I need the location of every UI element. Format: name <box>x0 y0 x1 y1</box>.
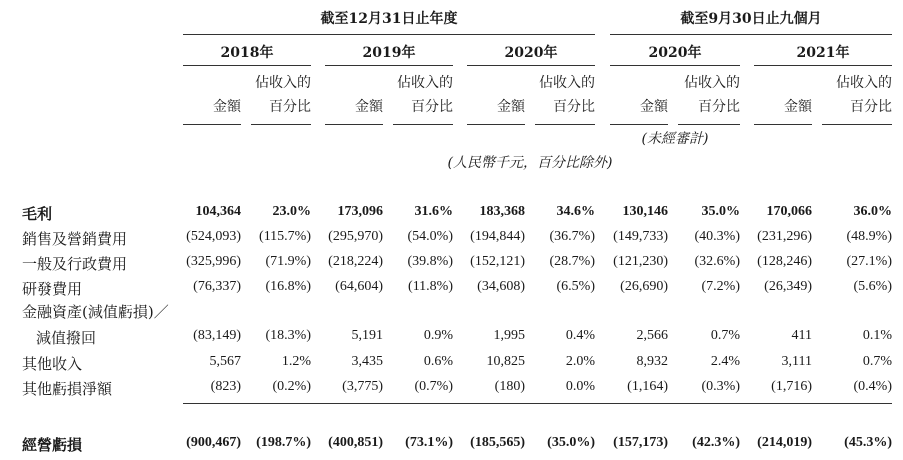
percent-cell: 0.1% <box>862 328 892 343</box>
sub-rule <box>251 124 311 125</box>
amount-header: 金額 <box>355 99 383 115</box>
amount-cell: 10,825 <box>486 354 525 369</box>
amount-cell: 183,368 <box>479 204 525 219</box>
sub-rule <box>467 124 525 125</box>
pct-header-line1: 佔收入的 <box>397 75 453 91</box>
percent-cell: (39.8%) <box>407 254 453 269</box>
percent-cell: 0.0% <box>565 379 595 394</box>
pct-header-line2: 百分比 <box>698 99 740 115</box>
percent-cell: (18.3%) <box>265 328 311 343</box>
year-rule-2021 <box>754 65 892 66</box>
amount-cell: (76,337) <box>193 279 241 294</box>
percent-cell: 0.7% <box>862 354 892 369</box>
percent-cell: (0.7%) <box>414 379 453 394</box>
amount-header: 金額 <box>784 99 812 115</box>
unit-note: (人民幣千元，百分比除外) <box>447 155 613 171</box>
row-label: 其他收入 <box>22 355 83 373</box>
percent-cell: (5.6%) <box>853 279 892 294</box>
amount-cell: 170,066 <box>766 204 812 219</box>
unaudited-note: (未經審計) <box>641 131 709 147</box>
year-rule-2018 <box>183 65 311 66</box>
sub-rule <box>822 124 892 125</box>
header-nine-month-group: 截至9月30日止九個月 <box>680 11 822 27</box>
amount-header: 金額 <box>213 99 241 115</box>
amount-cell: 2,566 <box>636 328 668 343</box>
pct-header-line1: 佔收入的 <box>539 75 595 91</box>
percent-cell: (115.7%) <box>259 229 311 244</box>
amount-cell: (157,173) <box>613 435 668 450</box>
amount-cell: (524,093) <box>186 229 241 244</box>
amount-header: 金額 <box>640 99 668 115</box>
amount-cell: (325,996) <box>186 254 241 269</box>
sub-rule <box>393 124 453 125</box>
amount-cell: (1,164) <box>627 379 668 394</box>
sub-rule <box>678 124 740 125</box>
percent-cell: 31.6% <box>414 204 453 219</box>
percent-cell: (16.8%) <box>265 279 311 294</box>
amount-cell: (34,608) <box>477 279 525 294</box>
amount-cell: (180) <box>494 379 525 394</box>
row-label: 其他虧損淨額 <box>22 380 113 398</box>
percent-cell: (0.4%) <box>853 379 892 394</box>
percent-cell: 23.0% <box>272 204 311 219</box>
percent-cell: 2.0% <box>565 354 595 369</box>
amount-cell: (64,604) <box>335 279 383 294</box>
row-label: 金融資產(減值虧損)／ <box>22 303 169 321</box>
amount-cell: 3,435 <box>351 354 383 369</box>
year-rule-2020 <box>467 65 595 66</box>
percent-cell: 36.0% <box>853 204 892 219</box>
year-2019: 2019年 <box>362 45 416 61</box>
amount-cell: 5,567 <box>209 354 241 369</box>
pct-header-line1: 佔收入的 <box>684 75 740 91</box>
row-label: 銷售及營銷費用 <box>22 230 128 248</box>
amount-cell: (214,019) <box>757 435 812 450</box>
amount-cell: (194,844) <box>470 229 525 244</box>
row-label-continued: 減值撥回 <box>36 329 97 347</box>
amount-cell: (128,246) <box>757 254 812 269</box>
percent-cell: (6.5%) <box>556 279 595 294</box>
amount-cell: (83,149) <box>193 328 241 343</box>
pct-header-line1: 佔收入的 <box>836 75 892 91</box>
percent-cell: 2.4% <box>710 354 740 369</box>
percent-cell: (7.2%) <box>701 279 740 294</box>
percent-cell: (0.2%) <box>272 379 311 394</box>
amount-cell: (26,690) <box>620 279 668 294</box>
row-label: 經營虧損 <box>22 436 83 454</box>
percent-cell: (35.0%) <box>547 435 595 450</box>
amount-cell: 5,191 <box>351 328 383 343</box>
percent-cell: (40.3%) <box>694 229 740 244</box>
sub-rule <box>610 124 668 125</box>
amount-cell: (823) <box>210 379 241 394</box>
amount-cell: 104,364 <box>195 204 241 219</box>
percent-cell: (45.3%) <box>844 435 892 450</box>
amount-cell: (900,467) <box>186 435 241 450</box>
amount-cell: (149,733) <box>613 229 668 244</box>
percent-cell: 0.6% <box>423 354 453 369</box>
percent-cell: (73.1%) <box>405 435 453 450</box>
amount-cell: (218,224) <box>328 254 383 269</box>
sub-rule <box>325 124 383 125</box>
year-rule-2019 <box>325 65 453 66</box>
pct-header-line2: 百分比 <box>269 99 311 115</box>
amount-cell: 1,995 <box>493 328 525 343</box>
amount-cell: (152,121) <box>470 254 525 269</box>
row-label: 毛利 <box>22 205 53 223</box>
row-label: 一般及行政費用 <box>22 255 128 273</box>
percent-cell: (48.9%) <box>846 229 892 244</box>
percent-cell: (198.7%) <box>256 435 311 450</box>
percent-cell: 0.9% <box>423 328 453 343</box>
amount-cell: (400,851) <box>328 435 383 450</box>
amount-cell: (295,970) <box>328 229 383 244</box>
pct-header-line2: 百分比 <box>553 99 595 115</box>
group-rule-year <box>183 34 595 35</box>
row-label: 研發費用 <box>22 280 83 298</box>
percent-cell: (0.3%) <box>701 379 740 394</box>
percent-cell: (36.7%) <box>549 229 595 244</box>
total-rule-top <box>183 403 892 404</box>
amount-cell: 8,932 <box>636 354 668 369</box>
amount-cell: (185,565) <box>470 435 525 450</box>
percent-cell: (42.3%) <box>692 435 740 450</box>
percent-cell: (54.0%) <box>407 229 453 244</box>
percent-cell: 0.7% <box>710 328 740 343</box>
percent-cell: (71.9%) <box>265 254 311 269</box>
sub-rule <box>754 124 812 125</box>
amount-cell: (3,775) <box>342 379 383 394</box>
amount-cell: 173,096 <box>337 204 383 219</box>
year-2018: 2018年 <box>220 45 274 61</box>
pct-header-line1: 佔收入的 <box>255 75 311 91</box>
amount-cell: (1,716) <box>771 379 812 394</box>
year-2021-nine: 2021年 <box>796 45 850 61</box>
percent-cell: 34.6% <box>556 204 595 219</box>
amount-cell: 411 <box>791 328 812 343</box>
amount-cell: (121,230) <box>613 254 668 269</box>
year-rule-2020-nine <box>610 65 740 66</box>
pct-header-line2: 百分比 <box>411 99 453 115</box>
percent-cell: (27.1%) <box>846 254 892 269</box>
pct-header-line2: 百分比 <box>850 99 892 115</box>
amount-header: 金額 <box>497 99 525 115</box>
sub-rule <box>535 124 595 125</box>
amount-cell: 130,146 <box>622 204 668 219</box>
amount-cell: 3,111 <box>781 354 812 369</box>
percent-cell: 0.4% <box>565 328 595 343</box>
header-year-group: 截至12月31日止年度 <box>320 11 458 27</box>
amount-cell: (231,296) <box>757 229 812 244</box>
amount-cell: (26,349) <box>764 279 812 294</box>
percent-cell: (32.6%) <box>694 254 740 269</box>
sub-rule <box>183 124 241 125</box>
percent-cell: 1.2% <box>281 354 311 369</box>
group-rule-nine <box>610 34 892 35</box>
percent-cell: (28.7%) <box>549 254 595 269</box>
percent-cell: 35.0% <box>701 204 740 219</box>
year-2020: 2020年 <box>504 45 558 61</box>
percent-cell: (11.8%) <box>408 279 453 294</box>
year-2020-nine: 2020年 <box>648 45 702 61</box>
